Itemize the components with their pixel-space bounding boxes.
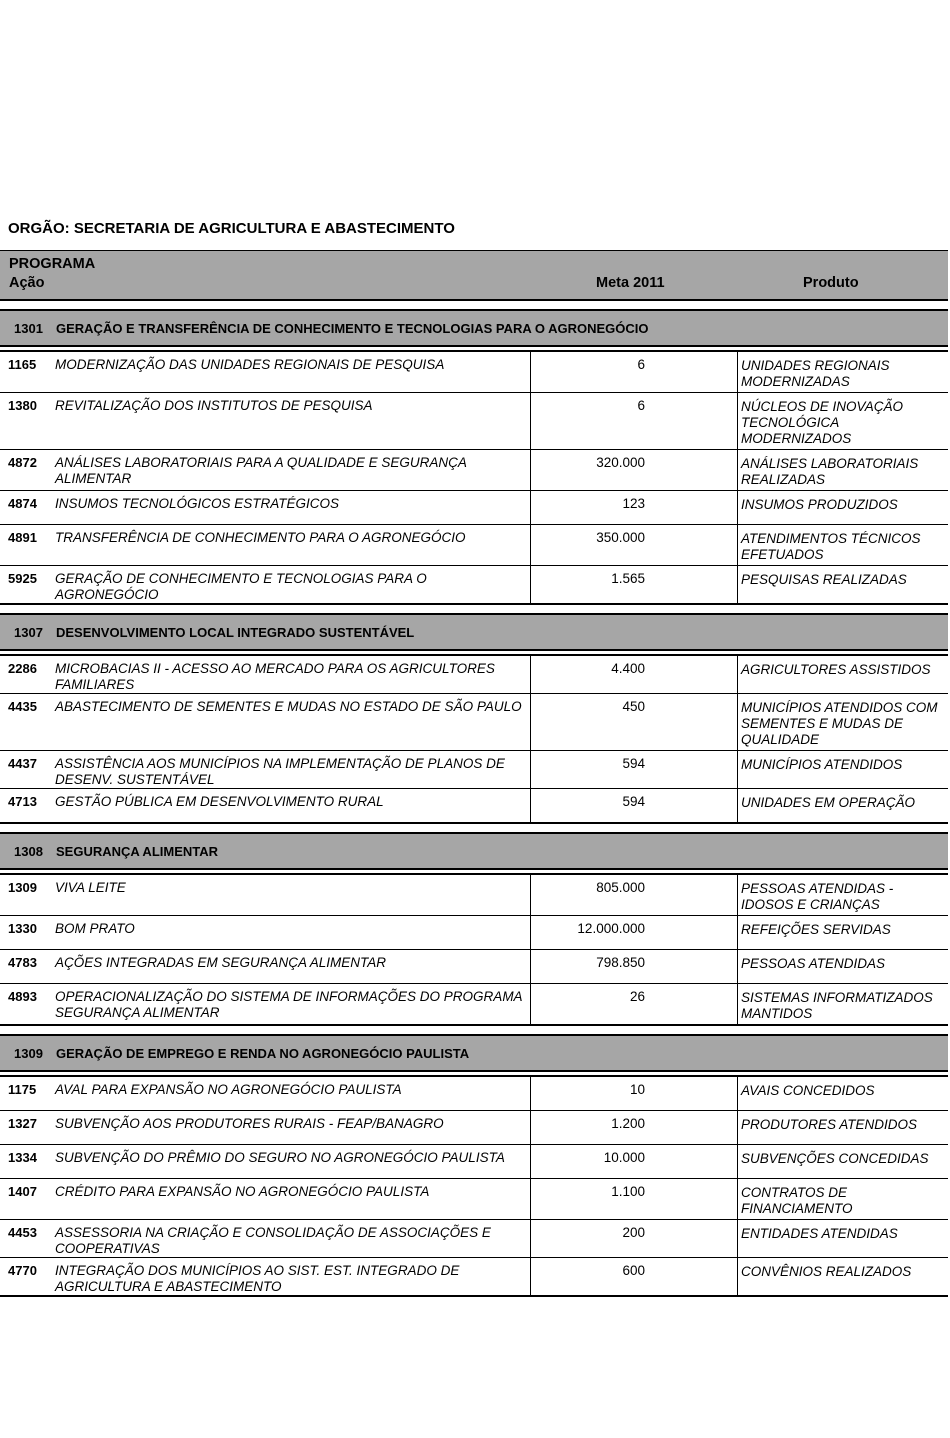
action-produto: REFEIÇÕES SERVIDAS (741, 922, 891, 937)
action-description: MODERNIZAÇÃO DAS UNIDADES REGIONAIS DE PESQUISA (55, 357, 445, 372)
action-produto: CONTRATOS DE FINANCIAMENTO (741, 1185, 853, 1216)
table-row (0, 984, 948, 1026)
action-meta: 594 (530, 789, 738, 822)
action-produto: NÚCLEOS DE INOVAÇÃO TECNOLÓGICA MODERNIZADOS (741, 399, 904, 446)
action-description: GESTÃO PÚBLICA EM DESENVOLVIMENTO RURAL (55, 794, 384, 809)
header-produto: Produto (803, 275, 859, 291)
action-code: 4874 (8, 496, 37, 511)
programs-list (0, 301, 948, 1297)
orgao-title: ORGÃO: SECRETARIA DE AGRICULTURA E ABASTECIMENTO (8, 220, 455, 237)
program-name: GERAÇÃO DE EMPREGO E RENDA NO AGRONEGÓCIO PAULISTA (56, 1045, 470, 1061)
header-programa: PROGRAMA (9, 256, 96, 272)
action-produto: MUNICÍPIOS ATENDIDOS COM SEMENTES E MUDAS DE QUALIDADE (741, 700, 938, 747)
action-meta: 6 (530, 393, 738, 449)
action-produto: ANÁLISES LABORATORIAIS REALIZADAS (741, 456, 919, 487)
action-meta: 6 (530, 352, 738, 392)
program-name: GERAÇÃO E TRANSFERÊNCIA DE CONHECIMENTO E TECNOLOGIAS PARA O AGRONEGÓCIO (56, 320, 649, 336)
header-meta: Meta 2011 (596, 275, 665, 291)
action-code: 1330 (8, 921, 37, 936)
action-description: INTEGRAÇÃO DOS MUNICÍPIOS AO SIST. EST. INTEGRADO DE AGRICULTURA E ABASTECIMENTO (55, 1263, 460, 1294)
table-row (0, 525, 948, 566)
action-meta: 1.200 (530, 1111, 738, 1144)
action-produto: INSUMOS PRODUZIDOS (741, 497, 898, 512)
action-code: 1309 (8, 880, 37, 895)
action-produto: CONVÊNIOS REALIZADOS (741, 1264, 912, 1279)
action-produto: UNIDADES REGIONAIS MODERNIZADAS (741, 358, 890, 389)
action-produto: SUBVENÇÕES CONCEDIDAS (741, 1151, 929, 1166)
action-code: 4783 (8, 955, 37, 970)
action-produto: PESSOAS ATENDIDAS (741, 956, 886, 971)
program-header (0, 832, 948, 870)
table-row (0, 694, 948, 751)
table-row (0, 1258, 948, 1297)
action-description: MICROBACIAS II - ACESSO AO MERCADO PARA OS AGRICULTORES FAMILIARES (55, 661, 495, 692)
action-description: TRANSFERÊNCIA DE CONHECIMENTO PARA O AGRONEGÓCIO (55, 530, 466, 545)
action-code: 1334 (8, 1150, 37, 1165)
action-code: 5925 (8, 571, 37, 586)
action-meta: 123 (530, 491, 738, 524)
table-header (0, 250, 948, 301)
table-row (0, 1179, 948, 1220)
action-produto: ENTIDADES ATENDIDAS (741, 1226, 898, 1241)
action-code: 4893 (8, 989, 37, 1004)
program-name: DESENVOLVIMENTO LOCAL INTEGRADO SUSTENTÁVEL (56, 624, 415, 640)
action-code: 1380 (8, 398, 37, 413)
table-row (0, 1077, 948, 1111)
table-row (0, 491, 948, 525)
action-meta: 10 (530, 1077, 738, 1110)
spacer (0, 301, 948, 309)
program-code: 1307 (14, 624, 43, 640)
program-header (0, 613, 948, 651)
action-meta: 450 (530, 694, 738, 750)
action-code: 4713 (8, 794, 37, 809)
action-code: 2286 (8, 661, 37, 676)
action-description: ABASTECIMENTO DE SEMENTES E MUDAS NO ESTADO DE SÃO PAULO (55, 699, 522, 714)
action-meta: 805.000 (530, 875, 738, 915)
action-description: ANÁLISES LABORATORIAIS PARA A QUALIDADE E SEGURANÇA ALIMENTAR (55, 455, 467, 486)
action-meta: 798.850 (530, 950, 738, 983)
table-row (0, 789, 948, 824)
action-meta: 350.000 (530, 525, 738, 565)
action-description: ASSISTÊNCIA AOS MUNICÍPIOS NA IMPLEMENTAÇÃO DE PLANOS DE DESENV. SUSTENTÁVEL (55, 756, 505, 787)
program-header (0, 1034, 948, 1072)
table-row (0, 450, 948, 491)
action-description: OPERACIONALIZAÇÃO DO SISTEMA DE INFORMAÇÕES DO PROGRAMA SEGURANÇA ALIMENTAR (55, 989, 523, 1020)
action-meta: 1.565 (530, 566, 738, 603)
table-row (0, 566, 948, 605)
table-row (0, 656, 948, 694)
action-meta: 320.000 (530, 450, 738, 490)
program-code: 1308 (14, 843, 43, 859)
action-meta: 1.100 (530, 1179, 738, 1219)
action-description: CRÉDITO PARA EXPANSÃO NO AGRONEGÓCIO PAULISTA (55, 1184, 430, 1199)
action-produto: ATENDIMENTOS TÉCNICOS EFETUADOS (741, 531, 921, 562)
table-row (0, 751, 948, 789)
action-code: 4437 (8, 756, 37, 771)
action-description: SUBVENÇÃO AOS PRODUTORES RURAIS - FEAP/BANAGRO (55, 1116, 444, 1131)
action-description: BOM PRATO (55, 921, 135, 936)
action-meta: 594 (530, 751, 738, 788)
action-code: 1407 (8, 1184, 37, 1199)
action-description: VIVA LEITE (55, 880, 126, 895)
action-meta: 10.000 (530, 1145, 738, 1178)
action-meta: 200 (530, 1220, 738, 1257)
budget-table (0, 250, 948, 1297)
program-header (0, 309, 948, 347)
action-description: GERAÇÃO DE CONHECIMENTO E TECNOLOGIAS PARA O AGRONEGÓCIO (55, 571, 427, 602)
action-meta: 26 (530, 984, 738, 1024)
action-code: 4770 (8, 1263, 37, 1278)
action-code: 1327 (8, 1116, 37, 1131)
header-acao: Ação (9, 275, 45, 291)
action-produto: AGRICULTORES ASSISTIDOS (741, 662, 931, 677)
table-row (0, 1220, 948, 1258)
spacer (0, 605, 948, 613)
action-code: 1165 (8, 357, 37, 372)
table-row (0, 875, 948, 916)
action-produto: AVAIS CONCEDIDOS (741, 1083, 875, 1098)
spacer (0, 824, 948, 832)
action-code: 4891 (8, 530, 37, 545)
action-description: REVITALIZAÇÃO DOS INSTITUTOS DE PESQUISA (55, 398, 373, 413)
table-row (0, 950, 948, 984)
table-row (0, 1111, 948, 1145)
action-code: 4453 (8, 1225, 37, 1240)
action-produto: SISTEMAS INFORMATIZADOS MANTIDOS (741, 990, 933, 1021)
action-code: 4435 (8, 699, 37, 714)
action-meta: 12.000.000 (530, 916, 738, 949)
table-row (0, 393, 948, 450)
action-description: SUBVENÇÃO DO PRÊMIO DO SEGURO NO AGRONEGÓCIO PAULISTA (55, 1150, 505, 1165)
action-description: ASSESSORIA NA CRIAÇÃO E CONSOLIDAÇÃO DE ASSOCIAÇÕES E COOPERATIVAS (55, 1225, 491, 1256)
spacer (0, 1026, 948, 1034)
action-produto: PRODUTORES ATENDIDOS (741, 1117, 918, 1132)
action-meta: 600 (530, 1258, 738, 1295)
table-row (0, 1145, 948, 1179)
program-name: SEGURANÇA ALIMENTAR (56, 843, 219, 859)
action-produto: UNIDADES EM OPERAÇÃO (741, 795, 916, 810)
program-code: 1301 (14, 320, 43, 336)
action-code: 1175 (8, 1082, 37, 1097)
action-description: AVAL PARA EXPANSÃO NO AGRONEGÓCIO PAULISTA (55, 1082, 402, 1097)
table-row (0, 352, 948, 393)
action-description: INSUMOS TECNOLÓGICOS ESTRATÉGICOS (55, 496, 340, 511)
action-produto: PESQUISAS REALIZADAS (741, 572, 907, 587)
action-meta: 4.400 (530, 656, 738, 693)
table-row (0, 916, 948, 950)
action-produto: PESSOAS ATENDIDAS - IDOSOS E CRIANÇAS (741, 881, 894, 912)
program-code: 1309 (14, 1045, 43, 1061)
action-description: AÇÕES INTEGRADAS EM SEGURANÇA ALIMENTAR (55, 955, 387, 970)
action-code: 4872 (8, 455, 37, 470)
action-produto: MUNICÍPIOS ATENDIDOS (741, 757, 903, 772)
